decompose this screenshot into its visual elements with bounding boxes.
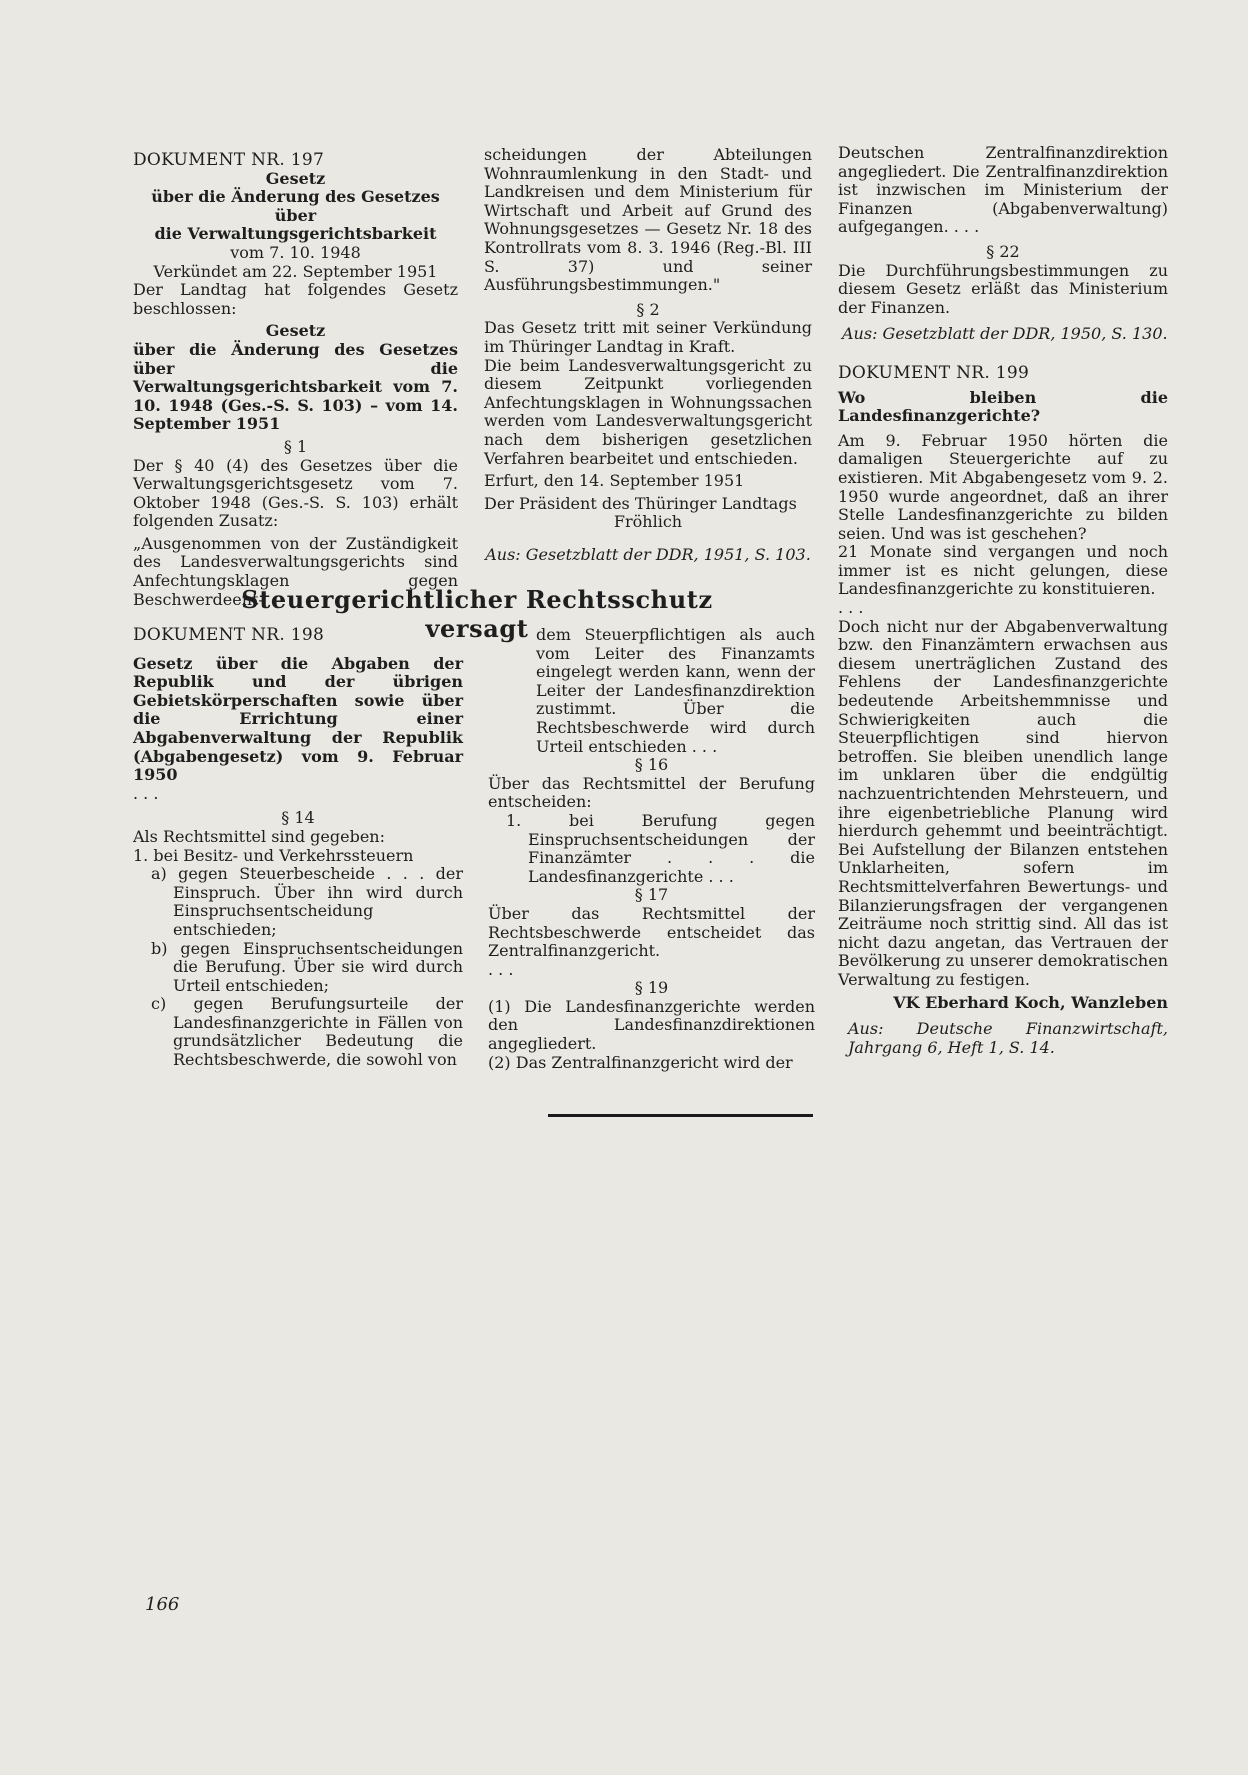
paragraph: „Ausgenommen von der Zuständigkeit des Landesverwaltungsgerichts sind Anfechtungsklagen gegen Beschwerdeent- [133, 533, 458, 609]
paragraph: Als Rechtsmittel sind gegeben: [133, 826, 385, 846]
column-2-top [484, 146, 812, 564]
column-1-bottom [133, 626, 463, 1070]
document-heading-197: DOKUMENT NR. 197 [133, 150, 325, 170]
end-rule [548, 1114, 813, 1117]
section-marker: § 17 [634, 885, 669, 905]
ellipsis: . . . [838, 598, 864, 618]
source-citation: Aus: Deutsche Finanzwirtschaft, Jahrgang 6, Heft 1, S. 14. [848, 1019, 1168, 1057]
paragraph: dem Steuerpflichtigen als auch vom Leiter des Finanzamts eingelegt werden kann, wenn der Leiter der Landesfinanzdirektion zustimmt. Über die Rechtsbeschwerde wird durch Urteil entschieden . . . [536, 625, 815, 756]
section-marker: § 2 [636, 299, 660, 319]
section-marker: § 16 [634, 755, 669, 775]
section-marker: § 22 [986, 241, 1020, 261]
list-item: 1. bei Besitz- und Verkehrssteuern [133, 845, 414, 865]
paragraph: 21 Monate sind vergangen und noch immer ist es nicht gelungen, diese Landesfinanzgerichte zu konstituieren. [838, 542, 1168, 599]
paragraph: Die Durchführungsbestimmungen zu diesem Gesetz erläßt das Ministerium der Finanzen. [838, 260, 1168, 317]
signatory-title: Der Präsident des Thüringer Landtags [484, 493, 797, 513]
source-citation: Aus: Gesetzblatt der DDR, 1951, S. 103. [485, 544, 811, 564]
section-title: Steuergerichtlicher Rechtsschutz versagt [241, 585, 713, 643]
column-3 [838, 144, 1168, 1057]
section-marker: § 14 [281, 808, 315, 828]
source-citation: Aus: Gesetzblatt der DDR, 1950, S. 130. [842, 324, 1168, 344]
law-heading: über die Änderung des Gesetzes über die Verwaltungsgerichtsbarkeit vom 7. 10. 1948 (Ges.-S. S. 103) – vom 14. September 1951 [133, 339, 458, 434]
section-marker: § 1 [283, 436, 308, 456]
column-1-top [133, 151, 458, 609]
paragraph: Am 9. Februar 1950 hörten die damaligen Steuergerichte auf zu existieren. Mit Abgabengesetz vom 9. 2. 1950 wurde angeordnet, daß an ihrer Stelle Landesfinanzgerichte zu bilden seien. Und was ist geschehen? [838, 430, 1168, 543]
law-title: Gesetz [265, 168, 326, 188]
law-title: Gesetz [265, 321, 326, 341]
paragraph: Das Gesetz tritt mit seiner Verkündung im Thüringer Landtag in Kraft. [484, 318, 812, 356]
page-number: 166 [145, 1594, 180, 1615]
paragraph: Der § 40 (4) des Gesetzes über die Verwaltungsgerichtsgesetz vom 7. Oktober 1948 (Ges.-S. S. 103) erhält folgenden Zusatz: [133, 455, 458, 531]
paragraph: Die beim Landesverwaltungsgericht zu diesem Zeitpunkt vorliegenden Anfechtungsklagen in Wohnungssachen werden vom Landesverwaltungsgericht nach dem bisherigen gesetzlichen Verfahren bearbeitet und entschieden. [484, 355, 812, 468]
list-item: b) gegen Einspruchsentscheidungen die Berufung. Über sie wird durch Urteil entschieden; [151, 938, 463, 995]
ellipsis: . . . [488, 959, 514, 979]
paragraph: Über das Rechtsmittel der Berufung entscheiden: [488, 773, 815, 812]
paragraph: (1) Die Landesfinanzgerichte werden den Landesfinanzdirektionen angegliedert. [488, 996, 815, 1054]
column-2-bottom [488, 626, 815, 1072]
law-date: vom 7. 10. 1948 [230, 242, 361, 262]
ellipsis: . . . [133, 783, 159, 803]
paragraph: Der Landtag hat folgendes Gesetz beschlossen: [133, 280, 458, 318]
paragraph: Doch nicht nur der Abgabenverwaltung bzw. den Finanzämtern erwachsen aus diesem unerträglichen Zustand des Fehlens der Landesfinanzgerichte bedeutende Arbeitshemmnisse und Schwierigkeiten auch die Steuerpflichtigen sind hiervon betroffen. Sie bleiben unendlich lange im unklaren über die endgültig nachzuentrichtenden Mehrsteuern, und ihre eigenbetriebliche Planung wird hierdurch gehemmt und beeinträchtigt. Bei Aufstellung der Bilanzen entstehen Unklarheiten, sofern im Rechtsmittelverfahren Bewertungs- und Bilanzierungsfragen der vergangenen Zeiträume noch strittig sind. All das ist nicht dazu angetan, das Vertrauen der Bevölkerung zu unserer demokratischen Verwaltung zu festigen. [838, 616, 1168, 989]
announcement-date: Verkündet am 22. September 1951 [153, 261, 438, 281]
list-item: a) gegen Steuerbescheide . . . der Einspruch. Über ihn wird durch Einspruchsentscheidung entschieden; [151, 864, 463, 939]
law-subtitle: die Verwaltungsgerichtsbarkeit [154, 224, 437, 244]
signatory-name: Fröhlich [613, 512, 683, 532]
paragraph: Deutschen Zentralfinanzdirektion angegliedert. Die Zentralfinanzdirektion ist inzwischen im Ministerium der Finanzen (Abgabenverwaltung) aufgegangen. . . . [838, 143, 1168, 237]
document-heading-198: DOKUMENT NR. 198 [133, 625, 325, 645]
section-marker: § 19 [634, 978, 669, 998]
law-subtitle: über die Änderung des Gesetzes über [151, 187, 440, 225]
list-item: c) gegen Berufungsurteile der Landesfinanzgerichte in Fällen von grundsätzlicher Bedeutung die Rechtsbeschwerde, die sowohl von [151, 994, 463, 1070]
paragraph: (2) Das Zentralfinanzgericht wird der [488, 1052, 793, 1072]
paragraph: scheidungen der Abteilungen Wohnraumlenkung in den Stadt- und Landkreisen und dem Ministerium für Wirtschaft und Arbeit auf Grund des Wohnungsgesetzes — Gesetz Nr. 18 des Kontrollrats vom 8. 3. 1946 (Reg.-Bl. III S. 37) und seiner Ausführungsbestimmungen." [484, 145, 812, 295]
place-date: Erfurt, den 14. September 1951 [484, 471, 745, 491]
list-item: 1. bei Berufung gegen Einspruchsentscheidungen der Finanzämter . . . die Landesfinanzgerichte . . . [506, 810, 815, 886]
author: VK Eberhard Koch, Wanzleben [893, 992, 1168, 1012]
paragraph: Über das Rechtsmittel der Rechtsbeschwerde entscheidet das Zentralfinanzgericht. [488, 903, 815, 961]
law-title: Gesetz über die Abgaben der Republik und der übrigen Gebietskörperschaften sowie über die Errichtung einer Abgabenverwaltung der Republik (Abgabengesetz) vom 9. Februar 1950 [133, 653, 463, 785]
document-heading-199: DOKUMENT NR. 199 [838, 362, 1030, 383]
article-title: Wo bleiben die Landesfinanzgerichte? [838, 387, 1168, 426]
